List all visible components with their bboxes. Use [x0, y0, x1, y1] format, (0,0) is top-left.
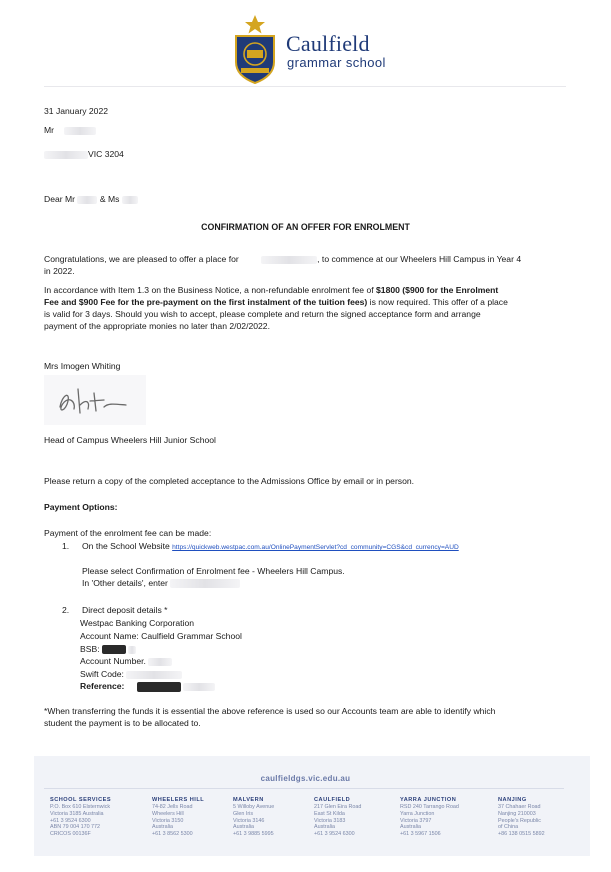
- para1-b: , to commence at our Wheelers Hill Campus in Year 4: [317, 254, 522, 264]
- letter-title: CONFIRMATION OF AN OFFER FOR ENROLMENT: [201, 222, 410, 232]
- redacted-bsb: [102, 645, 126, 654]
- school-subtitle: grammar school: [287, 55, 386, 70]
- footer-col-line: Wheelers Hill: [152, 810, 184, 817]
- footer-col-line: Nanjing 210003: [498, 810, 536, 817]
- redacted-swift: [126, 671, 182, 679]
- footnote-line1: *When transferring the funds it is essential the above reference is used so our Accounts team are able to identify which: [44, 706, 496, 716]
- account-number-line: [80, 656, 172, 667]
- para1-line2: in 2022.: [44, 266, 75, 276]
- option1-number: 1.: [62, 541, 70, 551]
- footer-col-head: WHEELERS HILL: [152, 797, 205, 803]
- footer-website: caulfieldgs.vic.edu.au: [260, 774, 351, 783]
- footer-column-wheelers-hill: [152, 796, 242, 838]
- signatory-role: Head of Campus Wheelers Hill Junior School: [44, 435, 216, 445]
- recipient-address: [44, 149, 124, 160]
- bsb-line: [80, 644, 136, 655]
- footer-col-line: Victoria 3150: [152, 817, 184, 824]
- header-divider: [44, 86, 566, 87]
- footer-col-line: Australia: [233, 824, 254, 831]
- footer-col-line: RSD 240 Tarrango Road: [400, 804, 459, 810]
- payment-intro: Payment of the enrolment fee can be made:: [44, 528, 212, 538]
- option1-label: On the School Website: [82, 541, 173, 551]
- bsb-label: BSB:: [80, 644, 100, 654]
- redacted-bsb-tail: [128, 646, 136, 654]
- footer-col-line: of China: [498, 824, 519, 831]
- footer-col-line: +61 3 9524 6300: [50, 817, 91, 824]
- redacted-reference: [137, 682, 181, 692]
- footer-col-head: YARRA JUNCTION: [400, 797, 457, 803]
- letter-date: 31 January 2022: [44, 106, 109, 116]
- bank-name: Westpac Banking Corporation: [80, 618, 195, 628]
- footer-col-line: 217 Glen Eira Road: [314, 804, 362, 810]
- para2-fee-amount: $1800 ($900 for the Enrolment: [376, 285, 499, 295]
- footer-col-line: +61 3 8562 5300: [152, 831, 193, 838]
- para1-a: Congratulations, we are pleased to offer a place for: [44, 254, 239, 264]
- reference-label: Reference:: [80, 681, 125, 691]
- reference-line: [80, 681, 215, 692]
- footer-column-caulfield: [314, 796, 404, 838]
- footer-col-head: MALVERN: [233, 797, 264, 803]
- redacted-recipient-name: [64, 127, 96, 135]
- redacted-student-name: [261, 256, 317, 264]
- footer-col-line: East St Kilda: [314, 810, 345, 817]
- footer-col-head: CAULFIELD: [314, 797, 351, 803]
- option1-other-details: [82, 578, 240, 589]
- address-suffix: VIC 3204: [88, 149, 124, 159]
- footer-column-yarra-junction: [400, 796, 490, 838]
- para2-d: is now required. This offer of a place: [367, 297, 508, 307]
- redacted-reference-tail: [183, 683, 215, 691]
- footer-col-line: Victoria 3797: [400, 817, 432, 824]
- footer-col-line: Yarra Junction: [400, 810, 435, 817]
- payment-options-heading: Payment Options:: [44, 502, 118, 512]
- option1-line: [82, 541, 459, 553]
- footer-col-line: CRICOS 00136F: [50, 831, 91, 838]
- dear-line: [44, 194, 138, 205]
- option2-label: Direct deposit details *: [82, 605, 168, 615]
- payment-website-link[interactable]: https://quickweb.westpac.com.au/OnlinePaymentServlet?cd_community=CGS&cd_currency=AUD: [172, 544, 459, 551]
- footer-col-line: 5 Willoby Avenue: [233, 804, 275, 810]
- footer-col-line: People's Republic: [498, 817, 541, 824]
- para2-a: In accordance with Item 1.3 on the Business Notice, a non-refundable enrolment fee of: [44, 285, 377, 295]
- account-number-label: Account Number.: [80, 656, 146, 666]
- swift-line: [80, 669, 182, 680]
- redacted-address: [44, 151, 88, 159]
- school-name: Caulfield: [286, 31, 370, 56]
- para2-line3: is valid for 3 days. Should you wish to accept, please complete and return the signed acceptance form and arrange: [44, 309, 481, 319]
- footer-col-line: +61 3 9524 6300: [314, 831, 355, 838]
- footer-col-line: +61 3 9885 5995: [233, 831, 274, 838]
- footer-col-line: 74-82 Jells Road: [152, 804, 193, 810]
- school-crest-icon: [232, 14, 278, 84]
- footer-col-line: Victoria 3185 Australia: [50, 810, 104, 817]
- footer-col-head: SCHOOL SERVICES: [50, 797, 112, 803]
- footer-col-line: Victoria 3183: [314, 817, 346, 824]
- para2-line1: [44, 285, 498, 296]
- para1-line1: [44, 254, 521, 265]
- para2-line4: payment of the appropriate monies no later than 2/02/2022.: [44, 321, 270, 331]
- footer-col-line: Australia: [400, 824, 421, 831]
- swift-label: Swift Code:: [80, 669, 124, 679]
- footer-divider: [44, 788, 564, 789]
- signatory-name: Mrs Imogen Whiting: [44, 361, 121, 371]
- footer-col-head: NANJING: [498, 797, 527, 803]
- footer-col-line: Australia: [152, 824, 173, 831]
- footer-column-school-services: [50, 796, 140, 838]
- para2-fee-breakdown: Fee and $900 Fee for the pre-payment on the first instalment of the tuition fees): [44, 297, 368, 307]
- redacted-name-1: [77, 196, 97, 204]
- signature-image: [44, 375, 146, 425]
- return-note: Please return a copy of the completed acceptance to the Admissions Office by email or in person.: [44, 476, 415, 486]
- footer-column-malvern: [233, 796, 323, 838]
- footer-col-line: +86 138 0515 5892: [498, 831, 545, 838]
- footnote-line2: student the payment is to be allocated to.: [44, 718, 201, 728]
- option2-number: 2.: [62, 605, 70, 615]
- redacted-other-details: [170, 579, 240, 588]
- footer-col-line: Glen Iris: [233, 810, 254, 817]
- footer-column-nanjing: [498, 796, 588, 838]
- footer-col-line: 37 Chahaer Road: [498, 804, 541, 810]
- dear-prefix: Dear Mr: [44, 194, 76, 204]
- footer-col-line: Victoria 3146: [233, 817, 265, 824]
- account-name: Account Name: Caulfield Grammar School: [80, 631, 242, 641]
- para2-line2: [44, 297, 508, 308]
- redacted-name-2: [122, 196, 138, 204]
- redacted-account-number: [148, 658, 172, 666]
- school-logo: [232, 14, 386, 84]
- dear-joiner: & Ms: [99, 194, 120, 204]
- option1-line3: In 'Other details', enter: [82, 578, 168, 588]
- footer-col-line: +61 3 5967 1506: [400, 831, 441, 838]
- footer-col-line: Australia: [314, 824, 335, 831]
- option1-instruction: Please select Confirmation of Enrolment fee - Wheelers Hill Campus.: [82, 566, 345, 576]
- recipient-line: [44, 125, 96, 136]
- recipient-salutation: Mr: [44, 125, 55, 135]
- footer-col-line: ABN 79 004 170 772: [50, 824, 101, 831]
- footer-col-line: P.O. Box 610 Elsternwick: [50, 804, 111, 810]
